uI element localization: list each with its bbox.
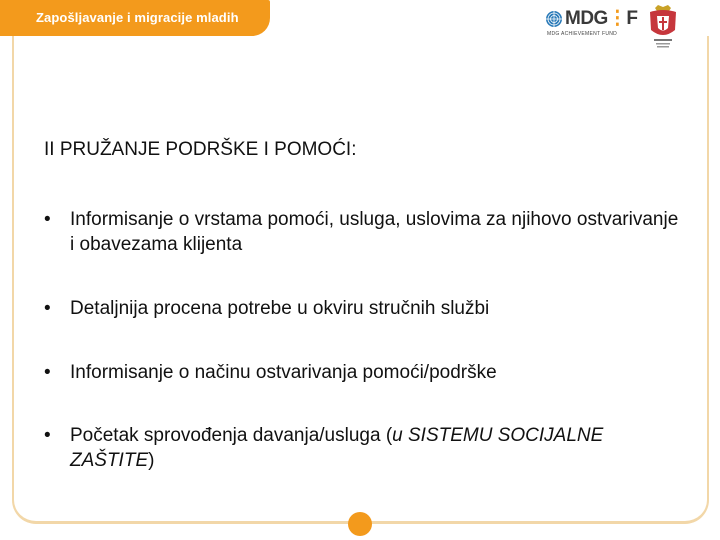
header-tab xyxy=(0,0,270,36)
list-item xyxy=(44,360,684,385)
list-item xyxy=(44,207,684,257)
mdg-wordmark: MDG⋮F xyxy=(565,8,638,29)
bullet-marker: • xyxy=(44,425,51,446)
list-item-text-prefix: Početak sprovođenja davanja/usluga ( xyxy=(70,425,393,446)
mdg-fund-logo xyxy=(545,8,637,38)
list-item-text-suffix: ) xyxy=(148,450,155,471)
list-item-text xyxy=(70,423,684,473)
list-item xyxy=(44,296,684,321)
list-item-text: Informisanje o vrstama pomoći, usluga, uslovima za njihovo ostvarivanje i obavezama klijenta xyxy=(70,209,679,255)
section-title: II PRUŽANJE PODRŠKE I POMOĆI: xyxy=(44,139,357,160)
header-title: Zapošljavanje i migracije mladih xyxy=(36,10,239,25)
list-item xyxy=(44,423,684,473)
un-globe-icon xyxy=(545,10,563,28)
bullet-marker: • xyxy=(44,298,51,319)
list-item-text: Detaljnija procena potrebe u okviru stručnih službi xyxy=(70,298,490,319)
mdg-subtitle: MDG ACHIEVEMENT FUND xyxy=(547,31,618,37)
list-item-text: Informisanje o načinu ostvarivanja pomoći/podrške xyxy=(70,362,497,383)
list-item-text-italic: u SISTEMU SOCIJALNE ZAŠTITE xyxy=(70,425,604,471)
decorative-dot xyxy=(348,512,372,536)
bullet-marker: • xyxy=(44,362,51,383)
bullet-marker: • xyxy=(44,209,51,230)
